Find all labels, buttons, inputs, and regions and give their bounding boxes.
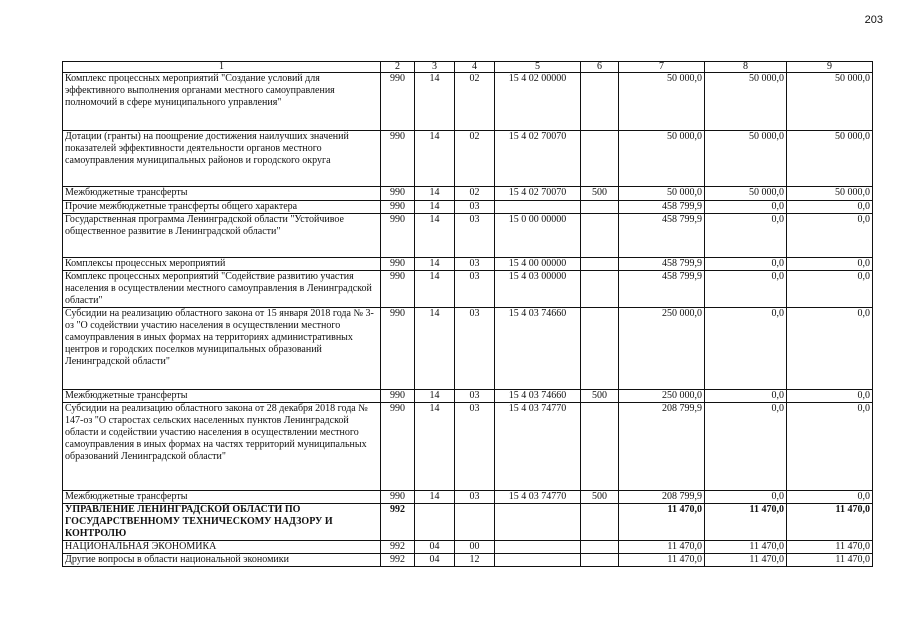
ministry-code: 990 [381,271,415,308]
item-name: Межбюджетные трансферты [63,390,381,403]
section-code: 14 [415,131,455,187]
amount-col-9: 50 000,0 [787,73,873,131]
table-row [63,390,873,403]
amount-col-8: 0,0 [705,403,787,491]
amount-col-8: 0,0 [705,308,787,390]
amount-col-7: 11 470,0 [619,504,705,541]
subsection-code: 03 [455,258,495,271]
table-row [63,504,873,541]
amount-col-8: 11 470,0 [705,554,787,567]
column-number: 9 [787,62,873,73]
amount-col-9: 11 470,0 [787,554,873,567]
table-row [63,258,873,271]
expense-type-code [581,201,619,214]
column-number: 4 [455,62,495,73]
section-code: 14 [415,258,455,271]
section-code [415,504,455,541]
section-code: 04 [415,541,455,554]
ministry-code: 990 [381,214,415,258]
ministry-code: 990 [381,491,415,504]
subsection-code: 02 [455,187,495,201]
amount-col-8: 50 000,0 [705,73,787,131]
amount-col-9: 0,0 [787,214,873,258]
target-article-code: 15 4 03 74660 [495,308,581,390]
amount-col-8: 0,0 [705,491,787,504]
amount-col-8: 50 000,0 [705,187,787,201]
ministry-code: 990 [381,390,415,403]
item-name: НАЦИОНАЛЬНАЯ ЭКОНОМИКА [63,541,381,554]
item-name: Субсидии на реализацию областного закона от 15 января 2018 года № 3-оз "О содействии участию населения в осуществлении местного самоуправления в иных формах на территориях административных центров и городских поселков муниципальных образований Ленинградской области" [63,308,381,390]
amount-col-8: 0,0 [705,390,787,403]
item-name: УПРАВЛЕНИЕ ЛЕНИНГРАДСКОЙ ОБЛАСТИ ПО ГОСУДАРСТВЕННОМУ ТЕХНИЧЕСКОМУ НАДЗОРУ И КОНТРОЛЮ [63,504,381,541]
amount-col-7: 458 799,9 [619,271,705,308]
column-number: 8 [705,62,787,73]
amount-col-8: 0,0 [705,201,787,214]
amount-col-7: 458 799,9 [619,214,705,258]
target-article-code: 15 4 03 74660 [495,390,581,403]
column-number: 7 [619,62,705,73]
table-row [63,541,873,554]
expense-type-code [581,258,619,271]
section-code: 14 [415,390,455,403]
amount-col-8: 11 470,0 [705,541,787,554]
section-code: 14 [415,491,455,504]
section-code: 14 [415,271,455,308]
column-number: 3 [415,62,455,73]
amount-col-7: 50 000,0 [619,73,705,131]
ministry-code: 990 [381,308,415,390]
amount-col-7: 458 799,9 [619,258,705,271]
target-article-code: 15 4 03 00000 [495,271,581,308]
subsection-code: 03 [455,308,495,390]
column-number: 1 [63,62,381,73]
subsection-code: 03 [455,271,495,308]
subsection-code: 02 [455,73,495,131]
expense-type-code: 500 [581,187,619,201]
subsection-code: 03 [455,403,495,491]
column-number: 6 [581,62,619,73]
amount-col-7: 458 799,9 [619,201,705,214]
amount-col-9: 0,0 [787,491,873,504]
page-number: 203 [864,14,883,26]
amount-col-9: 50 000,0 [787,187,873,201]
amount-col-7: 250 000,0 [619,390,705,403]
table-row [63,73,873,131]
target-article-code: 15 0 00 00000 [495,214,581,258]
section-code: 14 [415,308,455,390]
target-article-code: 15 4 02 70070 [495,131,581,187]
expense-type-code: 500 [581,491,619,504]
expense-type-code [581,271,619,308]
item-name: Государственная программа Ленинградской области "Устойчивое общественное развитие в Ленинградской области" [63,214,381,258]
expense-type-code [581,214,619,258]
amount-col-9: 0,0 [787,390,873,403]
expense-type-code: 500 [581,390,619,403]
column-number-header-row [63,62,873,73]
table-row [63,271,873,308]
target-article-code: 15 4 02 00000 [495,73,581,131]
amount-col-9: 0,0 [787,201,873,214]
amount-col-8: 11 470,0 [705,504,787,541]
amount-col-7: 50 000,0 [619,131,705,187]
subsection-code [455,504,495,541]
item-name: Дотации (гранты) на поощрение достижения наилучших значений показателей эффективности деятельности органов местного самоуправления муниципальных районов и городского округа [63,131,381,187]
amount-col-8: 0,0 [705,214,787,258]
section-code: 14 [415,201,455,214]
amount-col-9: 0,0 [787,271,873,308]
amount-col-8: 0,0 [705,271,787,308]
item-name: Межбюджетные трансферты [63,187,381,201]
item-name: Прочие межбюджетные трансферты общего характера [63,201,381,214]
section-code: 14 [415,187,455,201]
item-name: Комплекс процессных мероприятий "Создание условий для эффективного выполнения органами местного самоуправления полномочий в сфере муниципального управления" [63,73,381,131]
amount-col-7: 11 470,0 [619,554,705,567]
table-row [63,187,873,201]
expense-type-code [581,403,619,491]
subsection-code: 03 [455,201,495,214]
amount-col-9: 0,0 [787,403,873,491]
expense-type-code [581,131,619,187]
ministry-code: 990 [381,403,415,491]
subsection-code: 03 [455,491,495,504]
target-article-code: 15 4 00 00000 [495,258,581,271]
subsection-code: 00 [455,541,495,554]
amount-col-9: 50 000,0 [787,131,873,187]
section-code: 14 [415,73,455,131]
amount-col-9: 0,0 [787,308,873,390]
table-row [63,491,873,504]
amount-col-7: 50 000,0 [619,187,705,201]
expense-type-code [581,541,619,554]
ministry-code: 990 [381,131,415,187]
table-row [63,201,873,214]
target-article-code [495,201,581,214]
ministry-code: 990 [381,258,415,271]
item-name: Другие вопросы в области национальной экономики [63,554,381,567]
column-number: 2 [381,62,415,73]
amount-col-7: 250 000,0 [619,308,705,390]
amount-col-7: 208 799,9 [619,491,705,504]
target-article-code [495,554,581,567]
section-code: 14 [415,214,455,258]
ministry-code: 992 [381,554,415,567]
target-article-code: 15 4 03 74770 [495,491,581,504]
amount-col-9: 11 470,0 [787,504,873,541]
expense-type-code [581,73,619,131]
table-row [63,554,873,567]
amount-col-9: 11 470,0 [787,541,873,554]
section-code: 14 [415,403,455,491]
target-article-code [495,541,581,554]
ministry-code: 990 [381,201,415,214]
budget-table [62,61,873,567]
ministry-code: 990 [381,187,415,201]
item-name: Комплексы процессных мероприятий [63,258,381,271]
subsection-code: 02 [455,131,495,187]
table-row [63,403,873,491]
subsection-code: 12 [455,554,495,567]
amount-col-8: 0,0 [705,258,787,271]
table-row [63,214,873,258]
amount-col-7: 11 470,0 [619,541,705,554]
item-name: Комплекс процессных мероприятий "Содействие развитию участия населения в осуществлении местного самоуправления в Ленинградской области" [63,271,381,308]
target-article-code: 15 4 02 70070 [495,187,581,201]
subsection-code: 03 [455,390,495,403]
expense-type-code [581,554,619,567]
section-code: 04 [415,554,455,567]
ministry-code: 990 [381,73,415,131]
expense-type-code [581,504,619,541]
expense-type-code [581,308,619,390]
ministry-code: 992 [381,504,415,541]
amount-col-7: 208 799,9 [619,403,705,491]
table-row [63,308,873,390]
table-row [63,131,873,187]
column-number: 5 [495,62,581,73]
ministry-code: 992 [381,541,415,554]
subsection-code: 03 [455,214,495,258]
item-name: Субсидии на реализацию областного закона от 28 декабря 2018 года № 147-оз "О старостах сельских населенных пунктов Ленинградской области и содействии участию населения в осуществлении местного самоуправления в иных формах на частях территорий муниципальных образований Ленинградской области" [63,403,381,491]
target-article-code: 15 4 03 74770 [495,403,581,491]
item-name: Межбюджетные трансферты [63,491,381,504]
target-article-code [495,504,581,541]
amount-col-8: 50 000,0 [705,131,787,187]
amount-col-9: 0,0 [787,258,873,271]
